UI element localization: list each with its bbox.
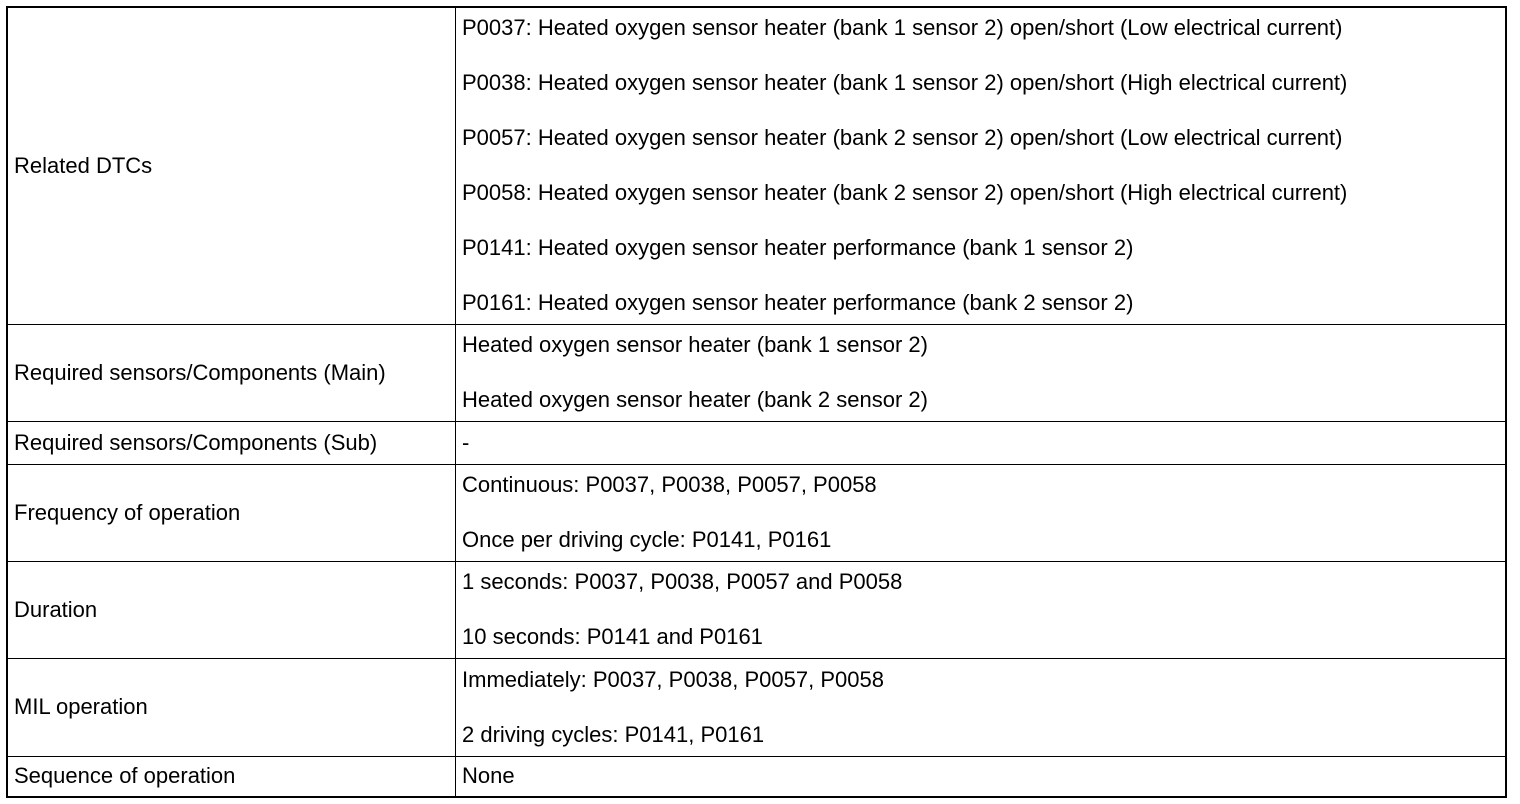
spec-table: [8, 8, 1505, 796]
mil-line: Immediately: P0037, P0038, P0057, P0058: [462, 666, 884, 692]
table-row-sub-components: [8, 421, 1505, 464]
spec-table-container: [6, 6, 1507, 798]
table-row-duration: [8, 561, 1505, 658]
row-label: Related DTCs: [8, 8, 456, 324]
frequency-line: Once per driving cycle: P0141, P0161: [462, 527, 832, 552]
table-row-frequency: [8, 464, 1505, 561]
dtc-line: P0057: Heated oxygen sensor heater (bank 2 sensor 2) open/short (Low electrical current): [462, 125, 1343, 151]
row-value: [456, 658, 1506, 756]
row-value: [456, 756, 1506, 796]
dtc-line: P0141: Heated oxygen sensor heater performance (bank 1 sensor 2): [462, 235, 1134, 261]
frequency-line: Continuous: P0037, P0038, P0057, P0058: [462, 472, 877, 497]
table-row-sequence: [8, 756, 1505, 796]
row-value: [456, 464, 1506, 561]
component-line: -: [462, 429, 470, 455]
row-label: Required sensors/Components (Main): [8, 324, 456, 421]
row-label: Required sensors/Components (Sub): [8, 421, 456, 464]
dtc-line: P0038: Heated oxygen sensor heater (bank 1 sensor 2) open/short (High electrical current): [462, 70, 1348, 96]
duration-line: 10 seconds: P0141 and P0161: [462, 624, 763, 649]
dtc-line: P0037: Heated oxygen sensor heater (bank 1 sensor 2) open/short (Low electrical current): [462, 15, 1343, 41]
row-label: MIL operation: [8, 658, 456, 756]
row-value: [456, 421, 1506, 464]
dtc-line: P0161: Heated oxygen sensor heater performance (bank 2 sensor 2): [462, 290, 1134, 316]
row-value: [456, 8, 1506, 324]
row-value: [456, 324, 1506, 421]
table-row-related-dtcs: [8, 8, 1505, 324]
duration-line: 1 seconds: P0037, P0038, P0057 and P0058: [462, 569, 903, 594]
row-label: Frequency of operation: [8, 464, 456, 561]
row-label: Duration: [8, 561, 456, 658]
dtc-line: P0058: Heated oxygen sensor heater (bank 2 sensor 2) open/short (High electrical current): [462, 180, 1348, 206]
row-value: [456, 561, 1506, 658]
sequence-line: None: [462, 763, 515, 789]
table-row-main-components: [8, 324, 1505, 421]
component-line: Heated oxygen sensor heater (bank 1 sensor 2): [462, 332, 928, 357]
component-line: Heated oxygen sensor heater (bank 2 sensor 2): [462, 387, 928, 412]
table-row-mil-operation: [8, 658, 1505, 756]
mil-line: 2 driving cycles: P0141, P0161: [462, 721, 765, 747]
row-label: Sequence of operation: [8, 756, 456, 796]
